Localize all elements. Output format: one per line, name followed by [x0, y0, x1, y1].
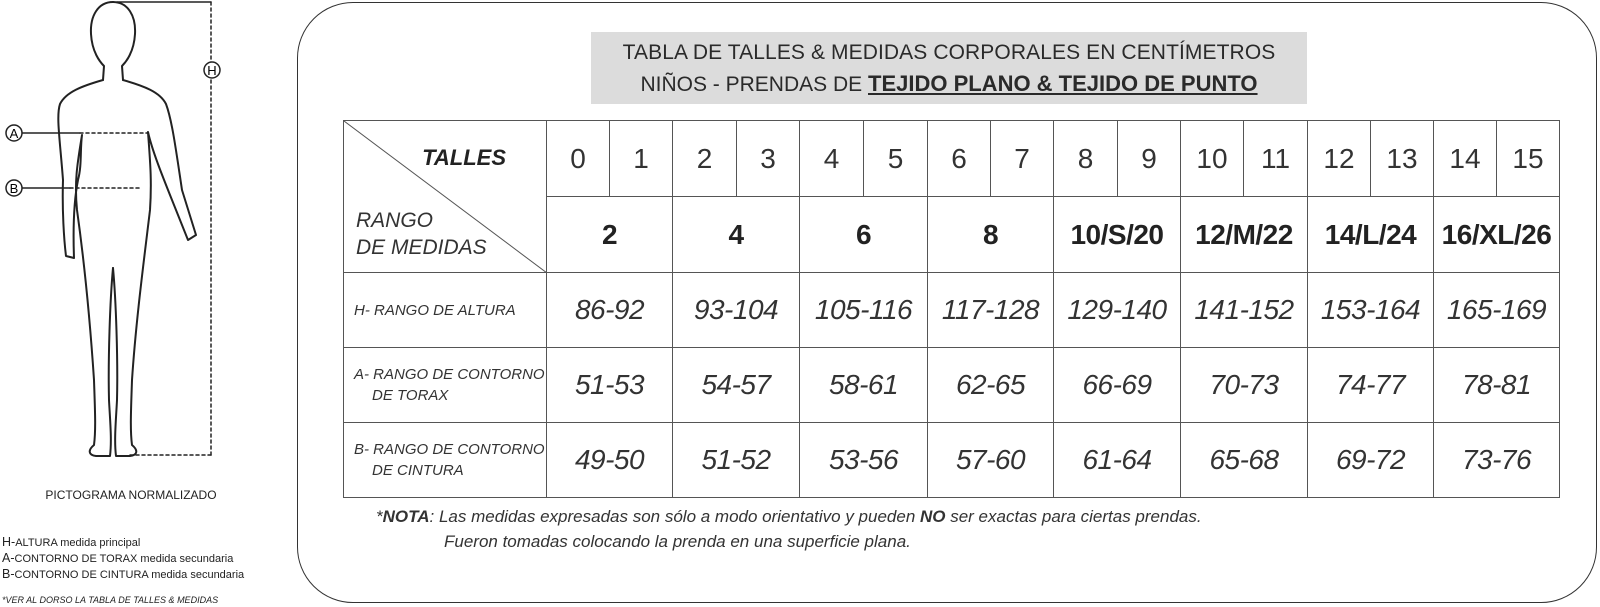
- talle-cell: 7: [991, 121, 1054, 197]
- size-cell: 8: [928, 197, 1054, 273]
- table-row-cintura: [344, 423, 1560, 498]
- value-cell: 86-92: [547, 273, 673, 348]
- row-label-cintura: B- RANGO DE CONTORNO DE CINTURA: [344, 423, 547, 498]
- value-cell: 54-57: [673, 348, 800, 423]
- value-cell: 74-77: [1308, 348, 1434, 423]
- talle-cell: 11: [1244, 121, 1308, 197]
- title-line-1: TABLA DE TALLES & MEDIDAS CORPORALES EN CENTÍMETROS: [622, 41, 1276, 64]
- table-note: [376, 504, 1202, 554]
- value-cell: 105-116: [800, 273, 928, 348]
- talle-cell: 2: [673, 121, 737, 197]
- body-outline-left: [58, 80, 113, 456]
- size-cell: 14/L/24: [1308, 197, 1434, 273]
- table-row-torax: [344, 348, 1560, 423]
- size-cell: 4: [673, 197, 800, 273]
- talle-cell: 13: [1371, 121, 1434, 197]
- size-cell: 12/M/22: [1181, 197, 1308, 273]
- talle-cell: 4: [800, 121, 864, 197]
- value-cell: 93-104: [673, 273, 800, 348]
- size-table: [343, 120, 1560, 498]
- marker-a: [6, 125, 22, 141]
- legend-item-altura: H-ALTURA medida principal: [2, 535, 141, 549]
- talle-cell: 0: [547, 121, 610, 197]
- value-cell: 53-56: [800, 423, 928, 498]
- talle-cell: 5: [864, 121, 928, 197]
- legend-item-torax: A-CONTORNO DE TORAX medida secundaria: [2, 551, 234, 565]
- value-cell: 70-73: [1181, 348, 1308, 423]
- talle-cell: 6: [928, 121, 991, 197]
- talle-cell: 3: [737, 121, 800, 197]
- value-cell: 51-52: [673, 423, 800, 498]
- value-cell: 65-68: [1181, 423, 1308, 498]
- table-row-talles: [344, 121, 1560, 197]
- title-fabric-types: TEJIDO PLANO & TEJIDO DE PUNTO: [868, 71, 1258, 96]
- back-note: *VER AL DORSO LA TABLA DE TALLES & MEDIDAS: [2, 595, 219, 605]
- talle-cell: 15: [1497, 121, 1560, 197]
- talle-cell: 10: [1181, 121, 1244, 197]
- value-cell: 117-128: [928, 273, 1054, 348]
- value-cell: 153-164: [1308, 273, 1434, 348]
- value-cell: 51-53: [547, 348, 673, 423]
- body-pictogram: [0, 0, 260, 470]
- value-cell: 58-61: [800, 348, 928, 423]
- body-outline-head: [91, 2, 113, 80]
- pictogram-caption: PICTOGRAMA NORMALIZADO: [45, 488, 217, 502]
- note-line-1: *NOTA: Las medidas expresadas son sólo a modo orientativo y pueden NO ser exactas para ciertas prendas.: [376, 507, 1202, 526]
- value-cell: 66-69: [1054, 348, 1181, 423]
- value-cell: 73-76: [1434, 423, 1560, 498]
- marker-h: [204, 62, 220, 78]
- table-row-altura: [344, 273, 1560, 348]
- value-cell: 69-72: [1308, 423, 1434, 498]
- chart-title: [591, 32, 1307, 104]
- value-cell: 49-50: [547, 423, 673, 498]
- value-cell: 62-65: [928, 348, 1054, 423]
- talles-header: TALLES: [422, 145, 506, 170]
- value-cell: 57-60: [928, 423, 1054, 498]
- value-cell: 129-140: [1054, 273, 1181, 348]
- talle-cell: 14: [1434, 121, 1497, 197]
- svg-text:B: B: [9, 181, 19, 196]
- measure-legend: [2, 535, 244, 583]
- table-corner-header: [344, 121, 547, 273]
- value-cell: 141-152: [1181, 273, 1308, 348]
- talle-cell: 1: [610, 121, 673, 197]
- size-cell: 10/S/20: [1054, 197, 1181, 273]
- rango-header: RANGO DE MEDIDAS: [356, 209, 487, 259]
- title-line-2: NIÑOS - PRENDAS DE TEJIDO PLANO & TEJIDO DE PUNTO: [640, 71, 1258, 96]
- svg-text:A: A: [9, 126, 19, 141]
- size-cell: 2: [547, 197, 673, 273]
- row-label-torax: A- RANGO DE CONTORNO DE TORAX: [344, 348, 547, 423]
- note-line-2: Fueron tomadas colocando la prenda en una superficie plana.: [444, 532, 911, 551]
- row-label-altura: H- RANGO DE ALTURA: [344, 273, 547, 348]
- size-cell: 6: [800, 197, 928, 273]
- value-cell: 61-64: [1054, 423, 1181, 498]
- body-outline-right: [113, 80, 196, 456]
- legend-item-cintura: B-CONTORNO DE CINTURA medida secundaria: [2, 567, 245, 581]
- svg-text:H: H: [207, 63, 217, 78]
- talle-cell: 12: [1308, 121, 1371, 197]
- marker-b: [6, 180, 22, 196]
- talle-cell: 8: [1054, 121, 1118, 197]
- talle-cell: 9: [1118, 121, 1181, 197]
- value-cell: 165-169: [1434, 273, 1560, 348]
- value-cell: 78-81: [1434, 348, 1560, 423]
- size-cell: 16/XL/26: [1434, 197, 1560, 273]
